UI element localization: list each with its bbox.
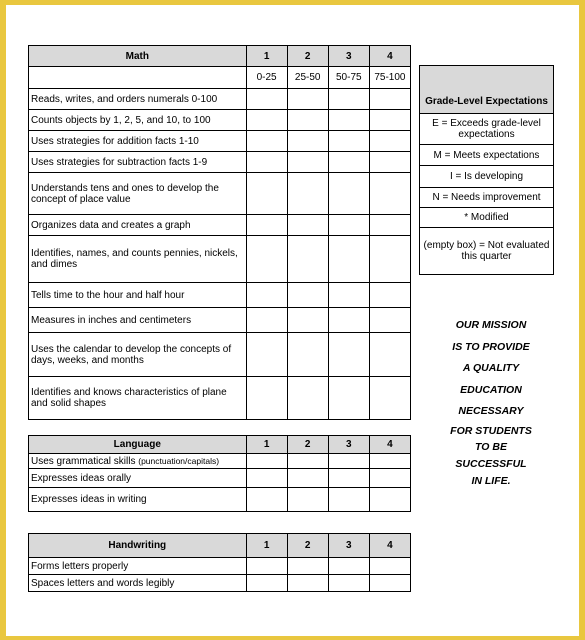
quarter-header: 4 — [369, 534, 410, 558]
report-card-page — [6, 5, 579, 636]
grade-cell[interactable] — [246, 454, 287, 469]
grade-cell[interactable] — [287, 236, 328, 283]
grade-cell[interactable] — [246, 558, 287, 575]
grade-cell[interactable] — [369, 236, 410, 283]
grade-cell[interactable] — [328, 575, 369, 592]
grade-cell[interactable] — [246, 575, 287, 592]
expectations-title: Grade-Level Expectations — [420, 66, 554, 114]
mission-line: IS TO PROVIDE — [452, 340, 530, 353]
skill-label: Understands tens and ones to develop the concept of place value — [29, 173, 247, 215]
grade-cell[interactable] — [369, 558, 410, 575]
grade-cell[interactable] — [369, 308, 410, 333]
grade-cell[interactable] — [287, 454, 328, 469]
range-label: 50-75 — [328, 67, 369, 89]
grade-cell[interactable] — [246, 469, 287, 488]
grade-cell[interactable] — [287, 89, 328, 110]
quarter-header: 2 — [287, 46, 328, 67]
quarter-header: 1 — [246, 46, 287, 67]
table-row — [29, 110, 411, 131]
grade-cell[interactable] — [328, 173, 369, 215]
grade-cell[interactable] — [369, 488, 410, 512]
skill-label: Spaces letters and words legibly — [29, 575, 247, 592]
grade-cell[interactable] — [369, 152, 410, 173]
grade-cell[interactable] — [246, 308, 287, 333]
mission-line: A QUALITY — [462, 362, 520, 374]
mission-line: IN LIFE. — [471, 474, 511, 487]
grade-cell[interactable] — [369, 215, 410, 236]
quarter-header: 3 — [328, 46, 369, 67]
math-table — [28, 45, 411, 420]
mission-line: OUR MISSION — [455, 319, 527, 331]
language-subject-header: Language — [29, 436, 247, 454]
grade-cell[interactable] — [328, 333, 369, 377]
grade-cell[interactable] — [328, 469, 369, 488]
table-row — [29, 333, 411, 377]
grade-cell[interactable] — [287, 110, 328, 131]
table-row — [29, 488, 411, 512]
range-label: 75-100 — [369, 67, 410, 89]
table-row — [29, 173, 411, 215]
expectation-item: I = Is developing — [420, 166, 554, 188]
expectation-item: N = Needs improvement — [420, 188, 554, 208]
grade-cell[interactable] — [287, 575, 328, 592]
grade-cell[interactable] — [287, 333, 328, 377]
quarter-header: 1 — [246, 534, 287, 558]
expectation-item: (empty box) = Not evaluated this quarter — [420, 228, 554, 275]
quarter-header: 3 — [328, 534, 369, 558]
skill-label: Uses the calendar to develop the concepts of days, weeks, and months — [29, 333, 247, 377]
grade-cell[interactable] — [246, 236, 287, 283]
mission-line: TO BE — [475, 440, 507, 453]
expectation-item: * Modified — [420, 208, 554, 228]
range-label: 25-50 — [287, 67, 328, 89]
grade-cell[interactable] — [328, 131, 369, 152]
expectation-item: M = Meets expectations — [420, 145, 554, 166]
grade-cell[interactable] — [246, 173, 287, 215]
grade-cell[interactable] — [287, 283, 328, 308]
grade-cell[interactable] — [246, 215, 287, 236]
grade-cell[interactable] — [287, 377, 328, 420]
skill-label: Forms letters properly — [29, 558, 247, 575]
skill-label: Identifies, names, and counts pennies, nickels, and dimes — [29, 236, 247, 283]
quarter-header: 3 — [328, 436, 369, 454]
grade-cell[interactable] — [328, 488, 369, 512]
grade-cell[interactable] — [287, 488, 328, 512]
grade-cell[interactable] — [328, 454, 369, 469]
grade-cell[interactable] — [287, 131, 328, 152]
handwriting-subject-header: Handwriting — [29, 534, 247, 558]
grade-cell[interactable] — [369, 89, 410, 110]
skill-main: Uses grammatical skills — [31, 455, 136, 467]
quarter-header: 4 — [369, 436, 410, 454]
table-row — [29, 377, 411, 420]
grade-cell[interactable] — [287, 469, 328, 488]
grade-cell[interactable] — [328, 152, 369, 173]
grade-cell[interactable] — [328, 308, 369, 333]
skill-label: Identifies and knows characteristics of plane and solid shapes — [29, 377, 247, 420]
grade-cell[interactable] — [287, 308, 328, 333]
table-row — [29, 152, 411, 173]
range-label: 0-25 — [246, 67, 287, 89]
quarter-header: 2 — [287, 436, 328, 454]
handwriting-table — [28, 533, 411, 592]
grade-cell[interactable] — [328, 283, 369, 308]
grade-cell[interactable] — [246, 131, 287, 152]
table-row — [29, 89, 411, 110]
table-row — [29, 575, 411, 592]
table-row — [29, 308, 411, 333]
grade-cell[interactable] — [246, 110, 287, 131]
grade-cell[interactable] — [328, 377, 369, 420]
grade-cell[interactable] — [369, 173, 410, 215]
grade-cell[interactable] — [287, 173, 328, 215]
grade-cell[interactable] — [328, 236, 369, 283]
table-row — [29, 131, 411, 152]
grade-cell[interactable] — [287, 558, 328, 575]
grade-cell[interactable] — [328, 215, 369, 236]
table-row — [29, 236, 411, 283]
mission-statement — [426, 315, 556, 490]
grade-cell[interactable] — [369, 575, 410, 592]
skill-label: Uses strategies for addition facts 1-10 — [29, 131, 247, 152]
table-row — [29, 215, 411, 236]
grade-cell[interactable] — [246, 333, 287, 377]
mission-line: FOR STUDENTS — [450, 424, 532, 437]
grade-cell[interactable] — [328, 558, 369, 575]
mission-line: NECESSARY — [458, 405, 524, 417]
grade-cell[interactable] — [369, 377, 410, 420]
grade-cell[interactable] — [369, 110, 410, 131]
empty-cell — [29, 67, 247, 89]
skill-label: Measures in inches and centimeters — [29, 308, 247, 333]
table-row — [29, 454, 411, 469]
skill-label: Tells time to the hour and half hour — [29, 283, 247, 308]
language-table — [28, 435, 411, 512]
grade-cell[interactable] — [246, 377, 287, 420]
math-subject-header: Math — [29, 46, 247, 67]
grade-cell[interactable] — [369, 131, 410, 152]
grade-cell[interactable] — [328, 89, 369, 110]
quarter-header: 1 — [246, 436, 287, 454]
table-row — [29, 283, 411, 308]
expectations-table — [419, 65, 554, 275]
mission-line: EDUCATION — [460, 383, 522, 396]
grade-cell[interactable] — [287, 152, 328, 173]
skill-label: Reads, writes, and orders numerals 0-100 — [29, 89, 247, 110]
expectation-item: E = Exceeds grade-level expectations — [420, 114, 554, 145]
skill-label: Expresses ideas orally — [29, 469, 247, 488]
quarter-header: 2 — [287, 534, 328, 558]
skill-label: Uses strategies for subtraction facts 1-9 — [29, 152, 247, 173]
skill-note: (punctuation/capitals) — [138, 455, 220, 466]
grade-cell[interactable] — [369, 454, 410, 469]
skill-label — [29, 454, 247, 469]
skill-label: Expresses ideas in writing — [29, 488, 247, 512]
skill-label: Organizes data and creates a graph — [29, 215, 247, 236]
grade-cell[interactable] — [328, 110, 369, 131]
table-row — [29, 558, 411, 575]
grade-cell[interactable] — [246, 89, 287, 110]
grade-cell[interactable] — [369, 283, 410, 308]
grade-cell[interactable] — [287, 215, 328, 236]
quarter-header: 4 — [369, 46, 410, 67]
grade-cell[interactable] — [246, 283, 287, 308]
grade-cell[interactable] — [246, 488, 287, 512]
grade-cell[interactable] — [246, 152, 287, 173]
table-row — [29, 469, 411, 488]
mission-line: SUCCESSFUL — [455, 457, 527, 470]
grade-cell[interactable] — [369, 333, 410, 377]
grade-cell[interactable] — [369, 469, 410, 488]
skill-label: Counts objects by 1, 2, 5, and 10, to 100 — [29, 110, 247, 131]
